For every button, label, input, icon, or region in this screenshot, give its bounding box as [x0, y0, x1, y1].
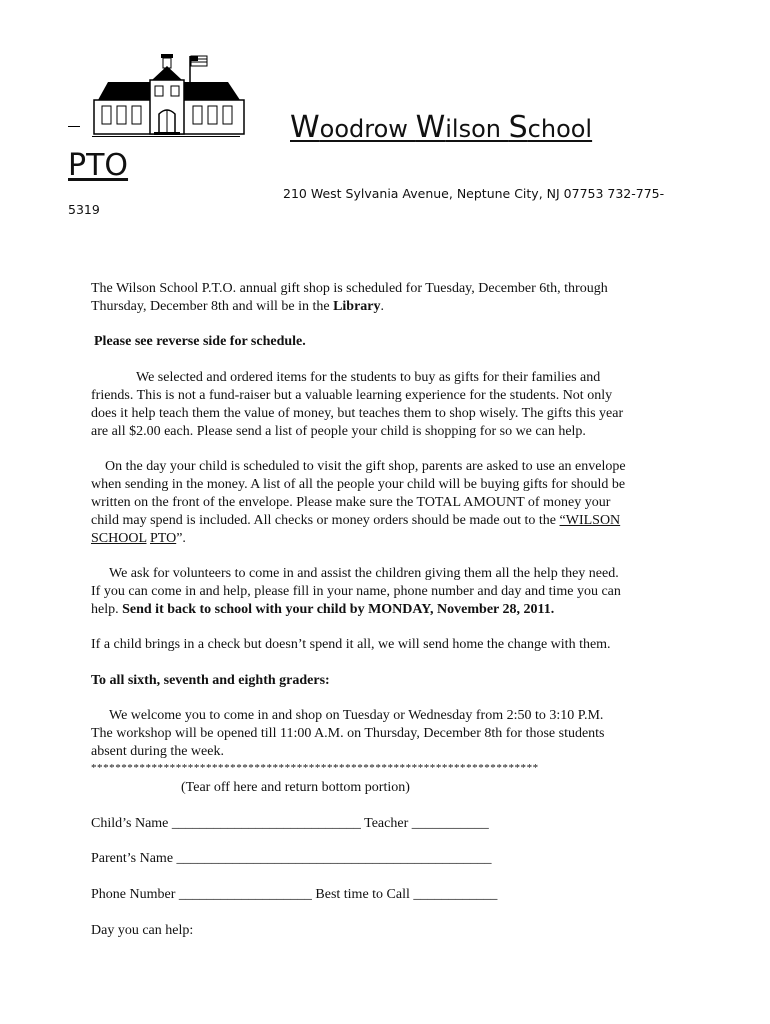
parent-name-row — [91, 850, 681, 868]
library-highlight: Library — [333, 299, 381, 314]
tear-off-instruction: (Tear off here and return bottom portion) — [181, 780, 410, 795]
school-building-logo — [88, 48, 248, 138]
intro-paragraph: The Wilson School P.T.O. annual gift shop is scheduled for Tuesday, December 6th, through Thursday, December 8th and will be in the Library. — [91, 281, 608, 314]
child-name-row — [91, 815, 681, 833]
school-phone-tail: 5319 — [68, 202, 100, 217]
teacher-field[interactable]: ___________ — [411, 816, 489, 831]
parent-name-label: Parent’s Name — [91, 851, 174, 866]
check-change-note: If a child brings in a check but doesn’t spend it all, we will send home the change with them. — [91, 637, 611, 652]
graders-paragraph: We welcome you to come in and shop on Tuesday or Wednesday from 2:50 to 3:10 P.M. The workshop will be opened till 11:00 A.M. on Thursday, December 8th for those students absent during the week. — [91, 708, 605, 759]
child-name-field[interactable]: ___________________________ — [171, 816, 361, 831]
gift-info-paragraph: We selected and ordered items for the students to buy as gifts for their families and friends. This is not a fund-raiser but a valuable learning experience for the students. Not only does it help teach them the value of money, but teaches them to shop wisely. The gifts this year are all $2.00 each. Please send a list of people your child is shopping for so we can help. — [91, 370, 624, 439]
volunteer-paragraph: We ask for volunteers to come in and assist the children giving them all the help they need. If you can come in and help, please fill in your name, phone number and day and time you can help. Send it back to school with your child by MONDAY, November 28, 2011. — [91, 566, 621, 617]
envelope-paragraph: On the day your child is scheduled to visit the gift shop, parents are asked to use an envelope when sending in the money. A list of all the people your child will be buying gifts for should be written on the front of the envelope. Please make sure the TOTAL AMOUNT of money your child may spend is included. All checks or money orders should be made out to the “WILSON SCHOOL PTO”. — [91, 459, 626, 546]
school-address: 210 West Sylvania Avenue, Neptune City, NJ 07753 732-775- — [283, 186, 665, 201]
best-time-field[interactable]: ____________ — [413, 887, 498, 902]
child-name-label: Child’s Name — [91, 816, 169, 831]
reverse-side-note: Please see reverse side for schedule. — [94, 334, 306, 349]
best-time-label: Best time to Call — [315, 887, 410, 902]
day-help-label: Day you can help: — [91, 923, 194, 938]
org-name: PTO — [68, 148, 129, 183]
phone-number-label: Phone Number — [91, 887, 176, 902]
teacher-label: Teacher — [364, 816, 409, 831]
school-name: Woodrow Wilson School — [290, 110, 593, 145]
deadline-note: Send it back to school with your child by MONDAY, November 28, 2011. — [122, 602, 555, 617]
phone-row — [91, 886, 681, 904]
graders-heading: To all sixth, seventh and eighth graders: — [91, 673, 330, 688]
phone-number-field[interactable]: ___________________ — [178, 887, 312, 902]
header-rule-logo — [92, 136, 240, 137]
header-rule-left — [68, 126, 80, 127]
parent-name-field[interactable]: _____________________________________________ — [176, 851, 492, 866]
tear-off-divider: ************************************************************************** — [91, 762, 539, 774]
